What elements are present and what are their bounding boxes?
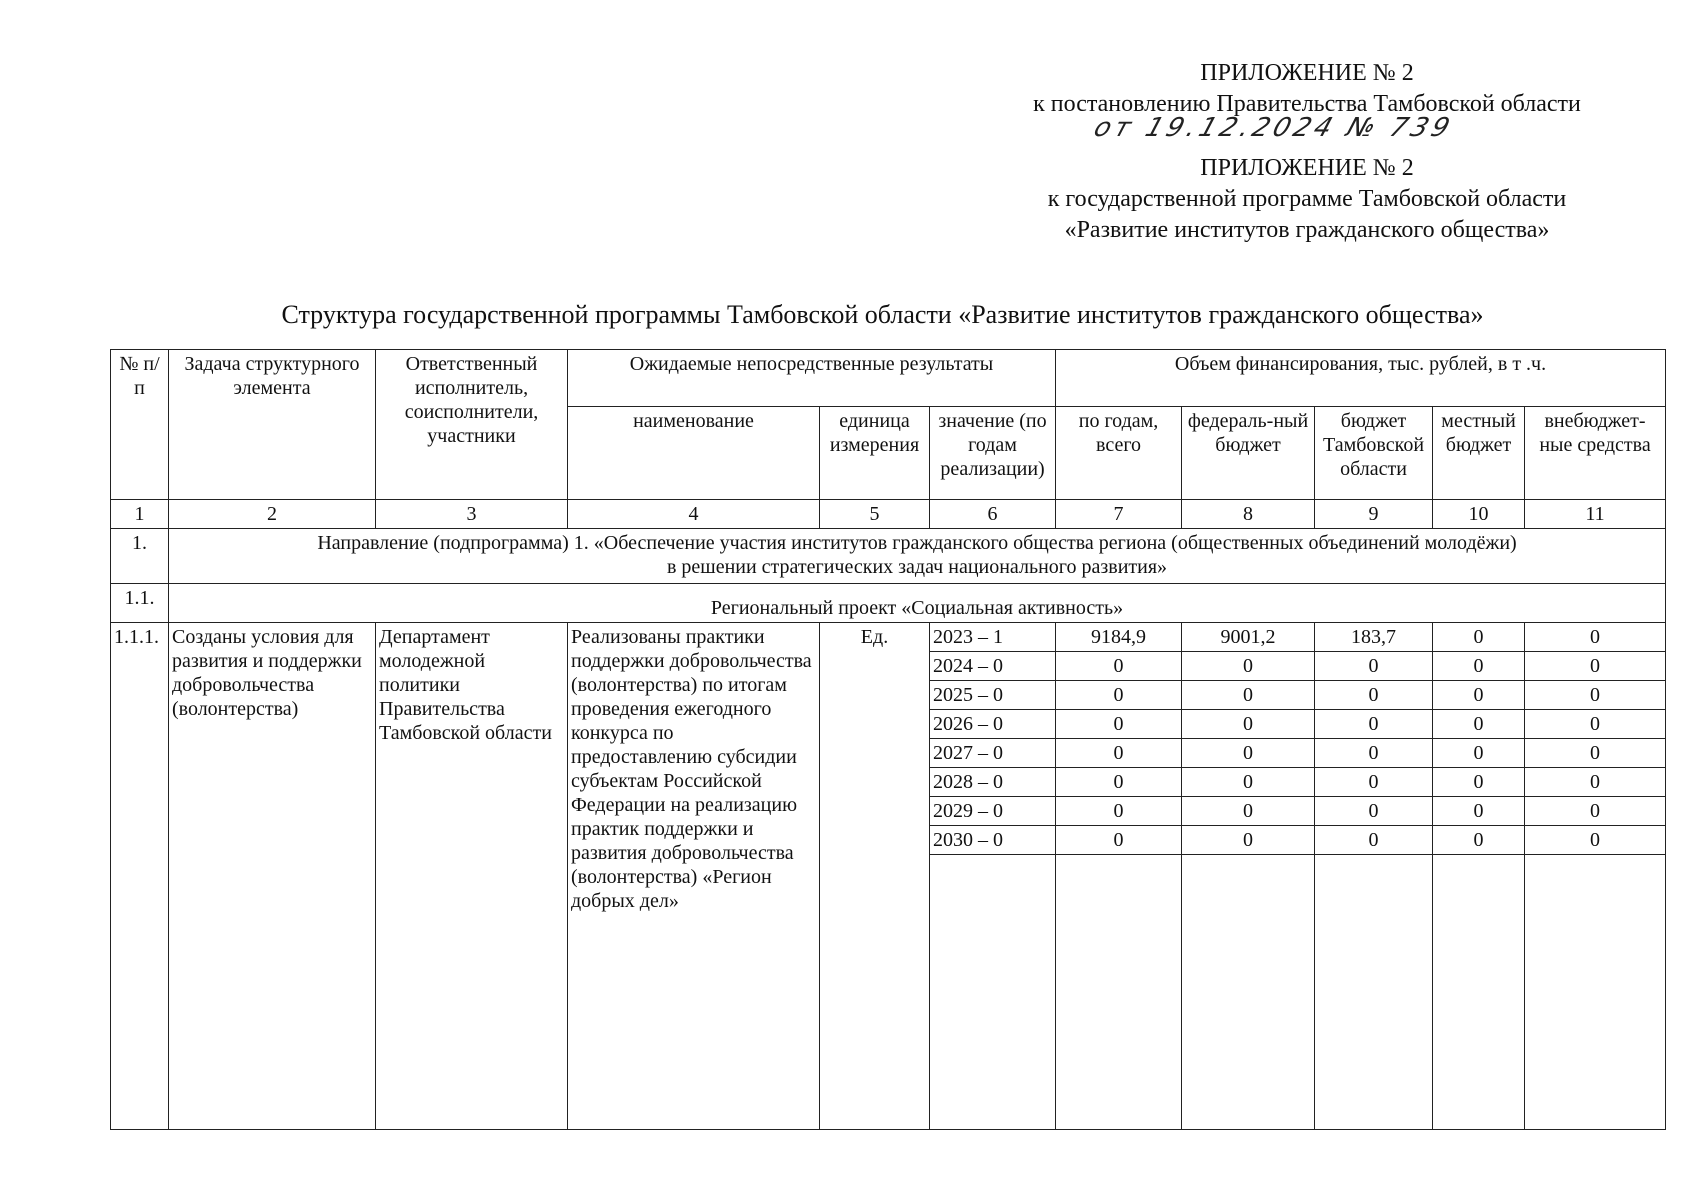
result-rows — [111, 623, 1666, 1130]
empty-cell — [1433, 855, 1525, 1130]
regional-cell: 0 — [1315, 739, 1433, 768]
federal-cell: 0 — [1182, 768, 1315, 797]
year-value: 2025 – 0 — [930, 681, 1056, 710]
extrabudget-cell: 0 — [1525, 797, 1666, 826]
local-cell: 0 — [1433, 710, 1525, 739]
section-row-direction — [111, 529, 1666, 584]
year-value: 2024 – 0 — [930, 652, 1056, 681]
total-cell: 0 — [1056, 826, 1182, 855]
handwritten-date-signature: от 19.12.2024 № 739 — [1090, 113, 1458, 143]
row-num: 1.1.1. — [111, 623, 169, 1130]
column-number-row — [111, 500, 1666, 529]
local-cell: 0 — [1433, 739, 1525, 768]
appendix-reference: к государственной программе Тамбовской области — [1047, 186, 1567, 212]
empty-cell — [1525, 855, 1666, 1130]
col-header-funding: Объем финансирования, тыс. рублей, в т .ч. — [1056, 350, 1666, 407]
year-value: 2023 – 1 — [930, 623, 1056, 652]
appendix-title: ПРИЛОЖЕНИЕ № 2 — [1200, 60, 1414, 86]
col-header-extrabudget: внебюджет-ные средства — [1525, 407, 1666, 500]
column-number: 4 — [568, 500, 820, 529]
year-value: 2030 – 0 — [930, 826, 1056, 855]
total-cell: 0 — [1056, 768, 1182, 797]
year-value: 2027 – 0 — [930, 739, 1056, 768]
section-title-line: Направление (подпрограмма) 1. «Обеспечение участия институтов гражданского общества региона (общественных объединений молодёжи) — [317, 532, 1517, 554]
column-number: 10 — [1433, 500, 1525, 529]
column-number: 1 — [111, 500, 169, 529]
col-header-local: местный бюджет — [1433, 407, 1525, 500]
program-structure-table — [110, 349, 1666, 1130]
responsible-cell: Департамент молодежной политики Правительства Тамбовской области — [376, 623, 568, 1130]
col-header-unit: единица измерения — [820, 407, 930, 500]
column-number: 8 — [1182, 500, 1315, 529]
year-value: 2029 – 0 — [930, 797, 1056, 826]
extrabudget-cell: 0 — [1525, 652, 1666, 681]
task-cell: Созданы условия для развития и поддержки добровольчества (волонтерства) — [169, 623, 376, 1130]
regional-cell: 0 — [1315, 797, 1433, 826]
section-num: 1.1. — [111, 584, 169, 623]
total-cell: 9184,9 — [1056, 623, 1182, 652]
section-num: 1. — [111, 529, 169, 584]
regional-cell: 0 — [1315, 710, 1433, 739]
extrabudget-cell: 0 — [1525, 710, 1666, 739]
extrabudget-cell: 0 — [1525, 623, 1666, 652]
column-number: 2 — [169, 500, 376, 529]
federal-cell: 0 — [1182, 710, 1315, 739]
local-cell: 0 — [1433, 826, 1525, 855]
column-number: 5 — [820, 500, 930, 529]
extrabudget-cell: 0 — [1525, 826, 1666, 855]
extrabudget-cell: 0 — [1525, 681, 1666, 710]
empty-cell — [1056, 855, 1182, 1130]
col-header-value: значение (по годам реализации) — [930, 407, 1056, 500]
col-header-num: № п/п — [111, 350, 169, 500]
total-cell: 0 — [1056, 739, 1182, 768]
column-number: 3 — [376, 500, 568, 529]
regional-cell: 0 — [1315, 768, 1433, 797]
federal-cell: 0 — [1182, 681, 1315, 710]
appendix-reference: к постановлению Правительства Тамбовской области — [1033, 91, 1581, 117]
section-title: Региональный проект «Социальная активность» — [169, 584, 1666, 623]
total-cell: 0 — [1056, 797, 1182, 826]
appendix-title: ПРИЛОЖЕНИЕ № 2 — [1200, 155, 1414, 181]
total-cell: 0 — [1056, 652, 1182, 681]
federal-cell: 0 — [1182, 826, 1315, 855]
local-cell: 0 — [1433, 768, 1525, 797]
result-name-cell: Реализованы практики поддержки добровольчества (волонтерства) по итогам проведения ежегодного конкурса по предоставлению субсидии субъектам Российской Федерации на реализацию практик поддержки и развития добровольчества (волонтерства) «Регион добрых дел» — [568, 623, 820, 1130]
col-header-federal: федераль-ный бюджет — [1182, 407, 1315, 500]
section-row-project — [111, 584, 1666, 623]
local-cell: 0 — [1433, 623, 1525, 652]
federal-cell: 0 — [1182, 739, 1315, 768]
header-row-top — [111, 350, 1666, 407]
empty-cell — [1315, 855, 1433, 1130]
local-cell: 0 — [1433, 681, 1525, 710]
column-number: 9 — [1315, 500, 1433, 529]
col-header-name: наименование — [568, 407, 820, 500]
document-title: Структура государственной программы Тамбовской области «Развитие институтов гражданского общества» — [281, 300, 1484, 329]
federal-cell: 9001,2 — [1182, 623, 1315, 652]
appendix-header-resolution — [987, 58, 1627, 120]
col-header-regional: бюджет Тамбовской области — [1315, 407, 1433, 500]
table-row — [111, 623, 1666, 652]
year-value: 2028 – 0 — [930, 768, 1056, 797]
local-cell: 0 — [1433, 797, 1525, 826]
federal-cell: 0 — [1182, 797, 1315, 826]
appendix-header-program — [987, 153, 1627, 246]
col-header-expected-results: Ожидаемые непосредственные результаты — [568, 350, 1056, 407]
unit-cell: Ед. — [820, 623, 930, 1130]
column-number: 11 — [1525, 500, 1666, 529]
section-title — [169, 529, 1666, 584]
empty-cell — [1182, 855, 1315, 1130]
column-number: 6 — [930, 500, 1056, 529]
total-cell: 0 — [1056, 710, 1182, 739]
local-cell: 0 — [1433, 652, 1525, 681]
section-title-line: в решении стратегических задач национального развития» — [666, 556, 1168, 578]
total-cell: 0 — [1056, 681, 1182, 710]
regional-cell: 0 — [1315, 826, 1433, 855]
col-header-total: по годам, всего — [1056, 407, 1182, 500]
extrabudget-cell: 0 — [1525, 768, 1666, 797]
year-value: 2026 – 0 — [930, 710, 1056, 739]
regional-cell: 183,7 — [1315, 623, 1433, 652]
col-header-task: Задача структурного элемента — [169, 350, 376, 500]
federal-cell: 0 — [1182, 652, 1315, 681]
empty-cell — [930, 855, 1056, 1130]
column-number: 7 — [1056, 500, 1182, 529]
program-name: «Развитие институтов гражданского общества» — [1064, 217, 1550, 243]
col-header-responsible: Ответственный исполнитель, соисполнители, участники — [376, 350, 568, 500]
extrabudget-cell: 0 — [1525, 739, 1666, 768]
regional-cell: 0 — [1315, 681, 1433, 710]
regional-cell: 0 — [1315, 652, 1433, 681]
